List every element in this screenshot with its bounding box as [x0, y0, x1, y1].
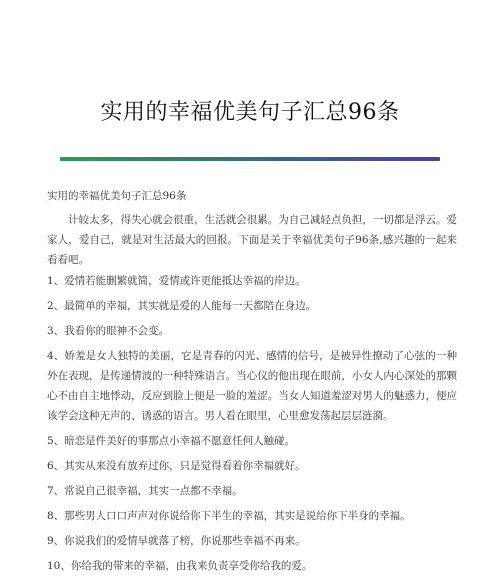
- list-item: 4、娇羞是女人独特的美丽，它是青春的闪光、感情的信号，是被异性撩动了心弦的一种外在表现，是传递情波的一种特殊语言。当心仪的他出现在眼前，小女人内心深处的那颗心不由自主地悸动，反应到脸上便是一脸的羞涩。当女人知道羞涩对男人的魅惑力，便应该学会这种无声的、诱惑的语言。男人看在眼里，心里愈发荡起层层涟漪。: [47, 350, 457, 422]
- list-item: 8、那些男人口口声声对你说给你下半生的幸福，其实是说给你下半身的幸福。: [47, 510, 411, 522]
- intro-paragraph: 计较太多，得失心就会很重，生活就会很累。为自己减轻点负担，一切都是浮云。爱家人，爱自己，就是对生活最大的回报。下面是关于幸福优美句子96条,感兴趣的一起来看看吧。: [47, 214, 457, 266]
- list-item: 7、常说自己很幸福，其实一点都不幸福。: [47, 485, 243, 497]
- document-title: 实用的幸福优美句子汇总96条: [100, 100, 400, 125]
- list-item: 10、你给我的带来的幸福，由我来负责享受你给我的爱。: [47, 560, 313, 572]
- list-item: 9、你说我们的爱情早就落了榜，你说那些幸福不再来。: [47, 535, 306, 547]
- document-subtitle: 实用的幸福优美句子汇总96条: [47, 190, 187, 202]
- title-divider: [60, 157, 440, 161]
- list-item: 2、最简单的幸福，其实就是爱的人能每一天都陪在身边。: [47, 300, 317, 312]
- list-item: 1、爱情若能删繁就简，爱情或许更能抵达幸福的岸边。: [47, 275, 306, 287]
- list-item: 3、我看你的眼神不会变。: [47, 325, 170, 337]
- list-item: 5、暗恋是件美好的事那点小幸福不愿意任何人触碰。: [47, 435, 296, 447]
- list-item: 6、其实从来没有放弃过你，只是觉得看着你幸福就好。: [47, 460, 306, 472]
- document-body: [47, 210, 457, 581]
